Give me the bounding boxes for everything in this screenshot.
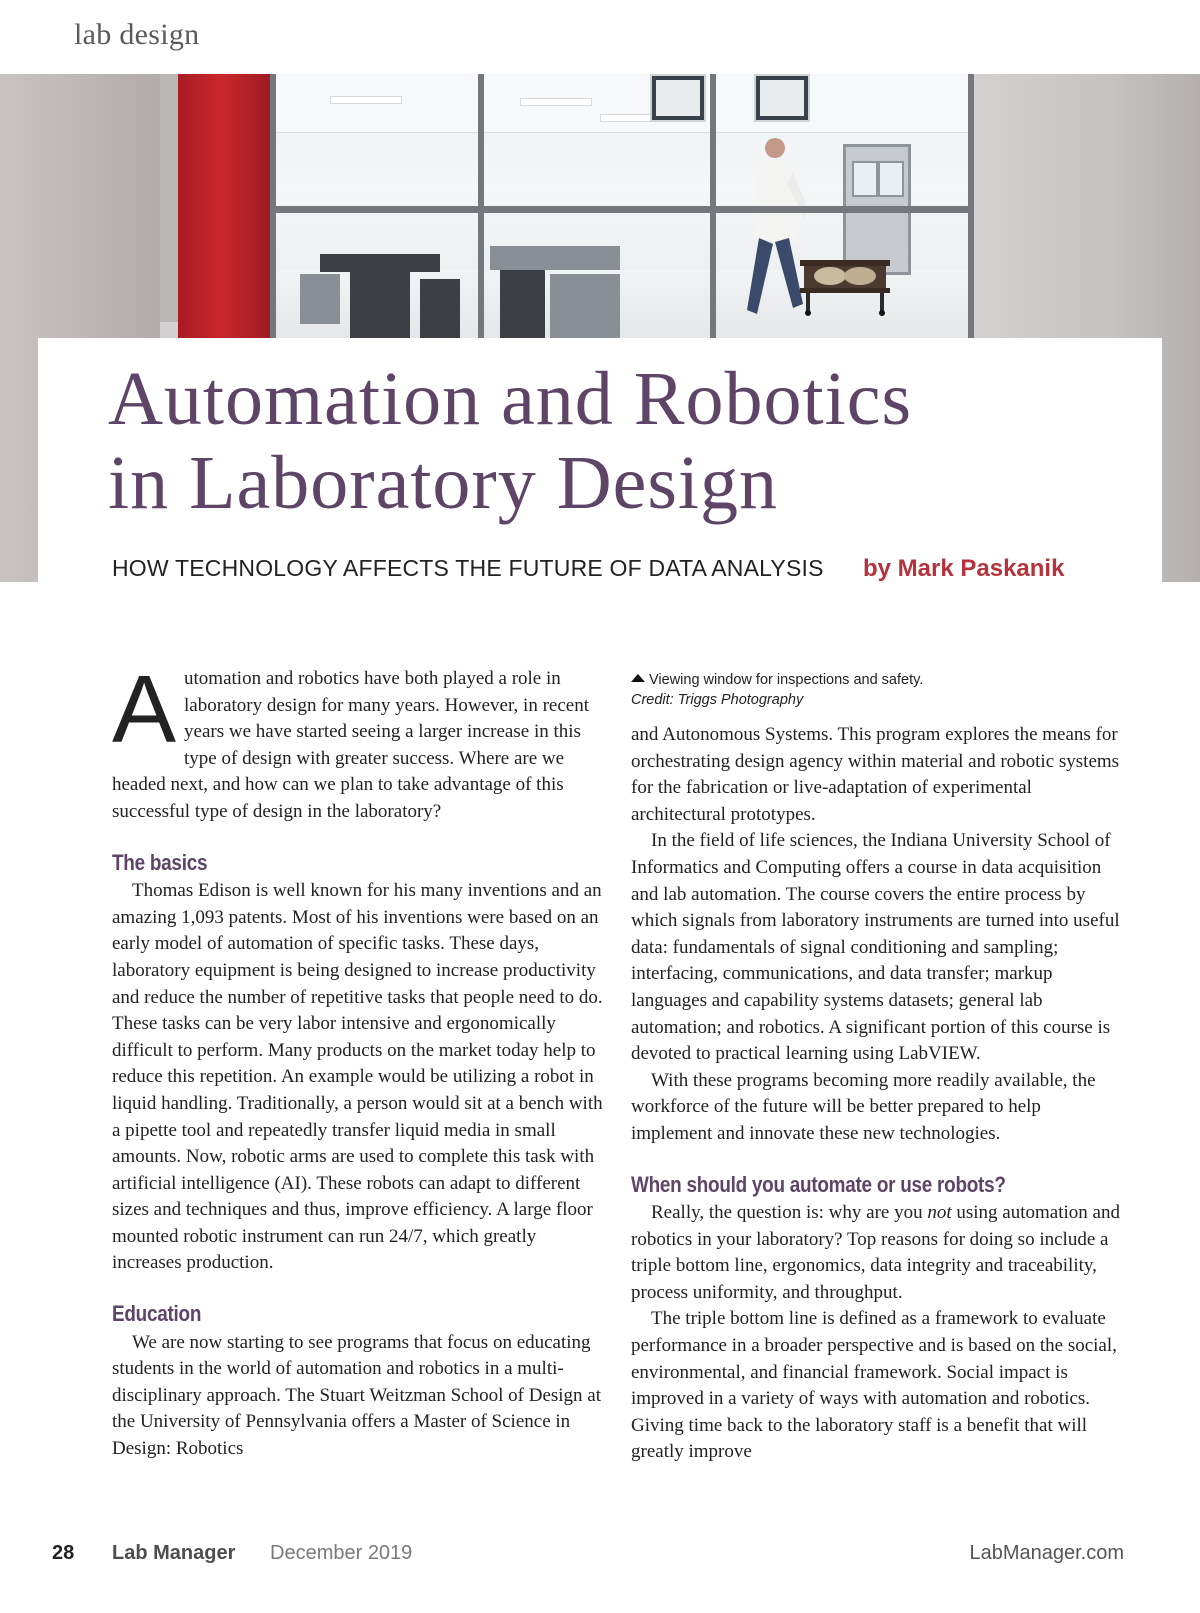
hanging-monitor [754,74,810,122]
lab-cart [800,256,890,316]
issue-date: December 2019 [270,1542,413,1564]
intro-text: utomation and robotics have both played a role in laboratory design for many years. However, in recent years we have started seeing a larger increase in this type of design with greater success. Where are we headed next, and how can we plan to take advantage of this successful type of design in the laboratory? [112,668,589,822]
ceiling-light [330,96,402,104]
ceiling-light [520,98,592,106]
caption-text: Viewing window for inspections and safety. [649,672,924,688]
title-line-2: in Laboratory Design [108,441,779,525]
photo-credit: Credit: Triggs Photography [631,692,804,708]
automate-heading: When should you automate or use robots? [631,1171,1006,1197]
article-subtitle: HOW TECHNOLOGY AFFECTS THE FUTURE OF DATA ANALYSIS [112,555,824,581]
drop-cap: A [112,656,177,763]
why-not-paragraph [631,1200,1125,1306]
lab-instrument [300,274,340,324]
lab-instrument [500,270,545,338]
website-link[interactable]: LabManager.com [969,1542,1124,1564]
lab-bench [320,254,440,272]
title-line-1: Automation and Robotics [108,357,913,441]
intro-paragraph [112,656,604,826]
basics-heading: The basics [112,849,208,875]
right-column [631,722,1125,1466]
triple-bottom-line-paragraph: The triple bottom line is defined as a framework to evaluate performance in a broader perspective and is based on the social, environmental, and financial framework. Social impact is improved in a variety of ways with automation and robotics. Giving time back to the laboratory staff is a benefit that will greatly improve [631,1308,1117,1463]
lab-instrument [550,274,620,338]
left-column [112,656,604,1463]
lab-bench [490,246,620,270]
page-number: 28 [52,1542,75,1564]
basics-paragraph: Thomas Edison is well known for his many inventions and an amazing 1,093 patents. Most of his inventions were based on an early model of automation of specific tasks. These days, laboratory equipment is being designed to increase productivity and reduce the number of repetitive tasks that people need to do. These tasks can be very labor intensive and ergonomically difficult to perform. Many products on the market today help to reduce this repetition. An example would be utilizing a robot in liquid handling. Traditionally, a person would sit at a bench with a pipette tool and repeatedly transfer liquid media in small amounts. Now, robotic arms are used to complete this task with artificial intelligence (AI). These robots can adapt to different sizes and techniques and thus, improve efficiency. A large floor mounted robotic instrument can run 24/7, which greatly increases production. [112,880,603,1274]
education-paragraph: We are now starting to see programs that focus on educating students in the world of automation and robotics in a multi-disciplinary approach. The Stuart Weitzman School of Design at the University of Pennsylvania offers a Master of Science in Design: Robotics [112,1331,602,1460]
lab-instrument [350,272,410,338]
photo-caption [631,670,1131,710]
why-not-emphasis: not [927,1202,952,1224]
magazine-name: Lab Manager [112,1542,236,1564]
window-transom [270,206,980,213]
workforce-paragraph: With these programs becoming more readily available, the workforce of the future will be better prepared to help implement and innovate these new technologies. [631,1069,1096,1144]
why-not-text-start: Really, the question is: why are you [651,1202,928,1224]
article-byline: by Mark Paskanik [863,555,1065,582]
hanging-monitor [650,74,706,122]
why-not-text-end: using automation and robotics in your laboratory? Top reasons for doing so include a triple bottom line, ergonomics, data integrity and traceability, process uniformity, and throughput. [631,1202,1120,1303]
lab-technician [735,132,805,322]
page-footer [0,1542,1200,1572]
section-label: lab design [74,18,200,51]
article-title [108,357,912,525]
education-heading: Education [112,1301,202,1327]
caret-up-icon [631,674,645,682]
programs-paragraph: and Autonomous Systems. This program explores the means for orchestrating design agency within material and robotic systems for the fabrication or live-adaptation of experimental architectural prototypes. [631,724,1120,825]
lab-instrument [420,279,460,338]
indiana-paragraph: In the field of life sciences, the Indiana University School of Informatics and Computing offers a course in data acquisition and lab automation. The course covers the entire process by which signals from laboratory instruments are turned into useful data: fundamentals of signal conditioning and sampling; interfacing, communications, and data transfer; markup languages and capability systems datasets; general lab automation; and robotics. A significant portion of this course is devoted to practical learning using LabVIEW. [631,830,1120,1065]
